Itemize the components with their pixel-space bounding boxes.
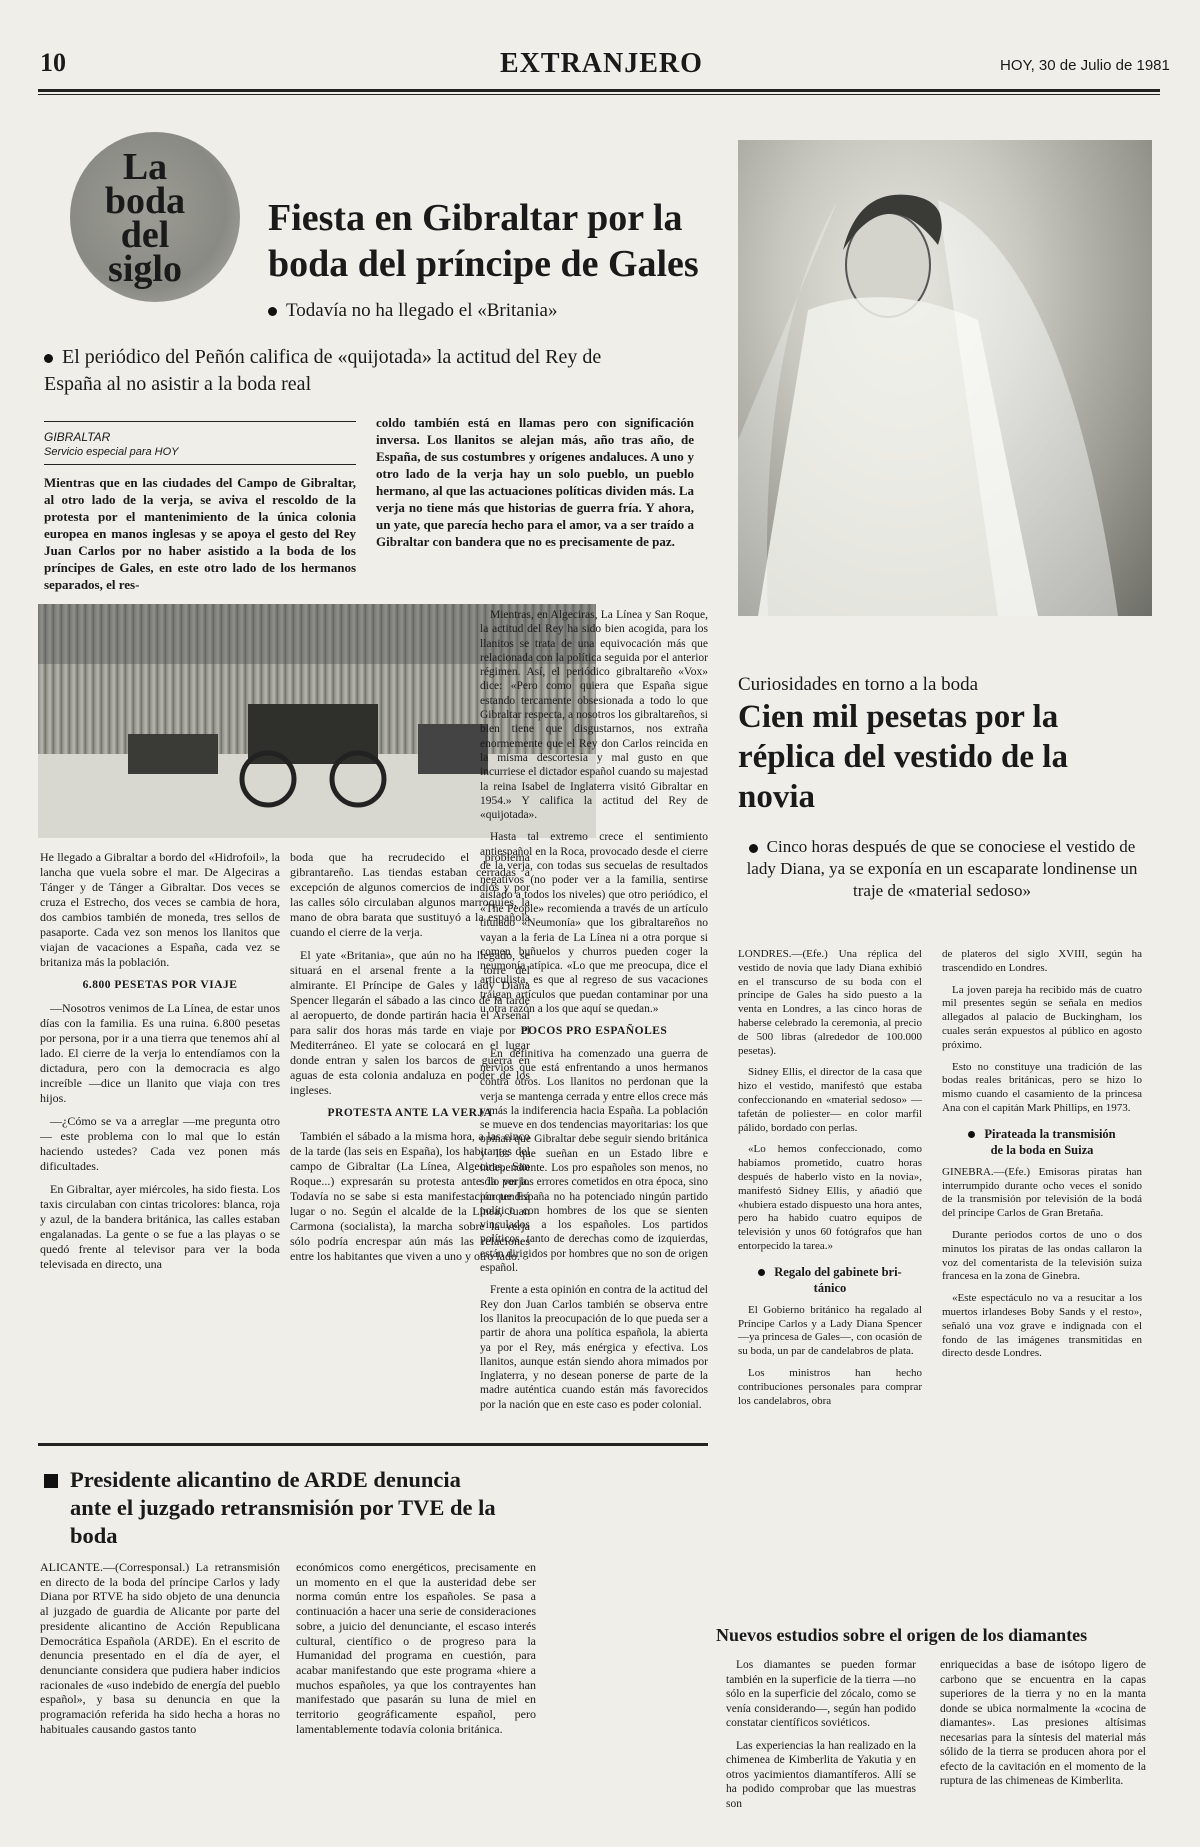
- byline-location: GIBRALTAR: [44, 430, 111, 444]
- diamantes-headline: Nuevos estudios sobre el origen de los diamantes: [716, 1625, 1088, 1645]
- lead-right: coldo también está en llamas pero con significación inversa. Los llanitos se alejan más, año tras año, de España, de sus costumbres y orígenes andaluces. A uno y otro lado de la verja hay un solo pueblo, un pueblo hermano, al que las actuaciones políticas dividen más. La verja no tiene más que historias de guerra fría. Y ahora, un yate, que parecía hecho para el amor, va a ser traído a Gibraltar con bandera que no es precisamente de paz.: [376, 415, 694, 549]
- c2-p2: El yate «Britania», que aún no ha llegado, se situará en el arsenal frente a la torre del almirante. El Príncipe de Gales y lady Diana Spencer llegarán el sábado a las cinco de la tarde al aeropuerto, de donde partirán hacia el Arsenal para salir dos horas más tarde en viaje por el Mediterráneo. El yate se colocará en el lugar donde entran y salen los barcos de guerra en aguas de esta colonia andaluza en poder de los ingleses.: [290, 948, 530, 1097]
- dateline: HOY, 30 de Julio de 1981: [1000, 57, 1170, 74]
- curiosidades-headline-2: réplica del vestido de la: [738, 739, 1068, 775]
- alicante-p2: económicos como energéticos, precisamente en un momento en el que la austeridad debe ser norma común entre los españoles. Se pasa a continuación a hacer una serie de consideraciones sobre, a juicio del denunciante, el escaso interés cultural, científico o de progreso para la Humanidad del programa en cuestión, para acabar manifestando que este programa «hiere a muchos españoles, ya que los contrayentes han manifestado que pasarán su luna de miel en territorio geográficamente español, pero lamentablemente todavía colonia británica.: [296, 1560, 536, 1736]
- lead-left: Mientras que en las ciudades del Campo de Gibraltar, al otro lado de la verja, se aviva el rescoldo de la protesta por el mantenimiento de la única colonia europea en manos inglesas y se apoya el gesto del Rey Juan Carlos por no haber asistido a la boda de los príncipes de Gales, en este otro lado de los hermanos separados, el res-: [44, 475, 356, 592]
- main-subhead-1: Todavía no ha llegado el «Britania»: [268, 300, 557, 322]
- bride-photo: [738, 140, 1152, 616]
- section-title: EXTRANJERO: [500, 48, 703, 79]
- bullet-icon: [268, 307, 277, 316]
- c1-subhead: 6.800 PESETAS POR VIAJE: [82, 979, 238, 991]
- regalo-title: Regalo del gabinete bri- tánico: [738, 1264, 922, 1296]
- cur-r1: de plateros del siglo XVIII, según ha trascendido en Londres.: [942, 948, 1142, 974]
- badge-line-1: La: [122, 146, 168, 188]
- bullet-icon: [968, 1131, 975, 1138]
- bullet-icon: [44, 354, 53, 363]
- diamantes-col-right: [940, 1658, 1146, 1797]
- byline-service: Servicio especial para HOY: [44, 446, 179, 458]
- alicante-headline-1: Presidente alicantino de ARDE denuncia: [70, 1467, 461, 1492]
- cur-r3: Esto no constituye una tradición de las bodas reales británicas, pero se hizo lo mismo cuando el casamiento de la princesa Ana con el capitán Mark Phillips, en 1973.: [942, 1060, 1142, 1114]
- cur-r4: GINEBRA.—(Efe.) Emisoras piratas han interrumpido durante ocho veces el sonido de la transmisión por televisión de la bodá del príncipe Carlos de Gran Bretaña.: [942, 1165, 1142, 1220]
- curiosidades-col-right: [942, 948, 1142, 1369]
- bride-silhouette: [738, 140, 1152, 616]
- cur-r2: La joven pareja ha recibido más de cuatro mil presentes según se señala en medios allegados al palacio de Buckingham, los cuales serán expuestos al público en agosto próximo.: [942, 983, 1142, 1051]
- curiosidades-headline-1: Cien mil pesetas por la: [738, 699, 1059, 735]
- alicante-headline-3: boda: [70, 1523, 118, 1548]
- boda-del-siglo-badge: [70, 132, 240, 302]
- c3-p1: Mientras, en Algeciras, La Línea y San Roque, la actitud del Rey ha sido bien acogida, para los llanitos se trata de una equivocación más que relacionada con la política seguida por el anterior régimen. Así, el periódico gibraltareño «Vox» dice: «Pero como quiera que España sigue estando tercamente obsesionada a todo lo que Gibraltar respecta, a nosotros los gibraltareños, si bien tiene que disgustarnos, nos extraña enormemente que el Rey don Carlos reincida en la misma descortesía y mal gusto en que incurriese el dictador español cuando su majestad la reina Isabel de Inglaterra visitó Gibraltar en 1954.» Y califica la actitud del Rey de «quijotada».: [480, 609, 709, 822]
- article-col-1: [40, 850, 280, 1280]
- curiosidades-col-left: [738, 948, 922, 1416]
- c2-p3: También el sábado a la misma hora, a las cinco de la tarde (las seis en España), los habitantes del campo de Gibraltar (La Línea, Algeciras, San Roque...) expresarán su protesta ante la verja. Todavía no se sabe si esta manifestación tendrá lugar o no. Según el alcalde de la Línea, Juan Carmona (socialista), la marcha sobre la verja sólo podría encrespar aún más las relaciones entre los habitantes que viven a uno y otro lado.: [290, 1129, 530, 1263]
- c2-p1: boda que ha recrudecido el problema gibrantareño. Las tiendas estaban cerradas a excepción de algunos comercios de indios y por las calles sólo circulaban algunos marroquíes, la mano de obra barata que sustituyó a la española cuando el cierre de la verja.: [290, 850, 530, 939]
- c1-p1: He llegado a Gibraltar a bordo del «Hidrofoil», la lancha que vuela sobre el mar. De Algeciras a Tánger y de Tánger a Gibraltar. Dos veces se cruza el Estrecho, dos veces se cambia de hora, dos cambios también de moneda, tres sellos de pasaporte. Cada vez son menos los llanitos que viajan de vacaciones a España, cada vez se britaniza más la población.: [40, 850, 280, 969]
- badge-line-4: siglo: [108, 248, 182, 290]
- c3-subhead: POCOS PRO ESPAÑOLES: [520, 1025, 668, 1038]
- article-col-3: [480, 608, 708, 1420]
- alicante-square-icon: [44, 1474, 58, 1488]
- cur-r5: Durante periodos cortos de uno o dos minutos los piratas de las ondas callaron la voz del comentarista de la televisión suiza francesa en la zona de Ginebra.: [942, 1228, 1142, 1283]
- c3-p3: En definitiva ha comenzado una guerra de nervios que está enfrentando a unos hermanos contra otros. Los llanitos no perdonan que la verja se mantenga cerrada y entre ellos crece más y más la indiferencia hacia España. La población se mueve en dos tendencias mayoritarias: los que opinan que Gibraltar debe seguir siendo británica y los que sueñan en un Estado libre e independiente. Los pro españoles son menos, no sólo por los errores cometidos en otra época, sino porque España no ha potenciado ningún partido político con hombres de los que se sienten vinculados a los españoles. Los partidos políticos, tanto de derechas como de izquierdas, están dirigidos por hombres que no son de origen español.: [480, 1047, 708, 1275]
- badge-line-2: boda: [104, 180, 186, 222]
- bullet-icon: [749, 844, 758, 853]
- pirata-title: Pirateada la transmisión de la boda en Suiza: [942, 1126, 1142, 1158]
- diamantes-p1: Los diamantes se pueden formar también en la superficie de la tierra —no sólo en la superficie del zócalo, como se venía considerando—, según han podido constatar científicos soviéticos.: [726, 1659, 916, 1729]
- c1-p3: —¿Cómo se va a arreglar —me pregunta otro— este problema con lo mal que lo están haciendo ustedes? Cada vez ponen más dificultades.: [40, 1114, 280, 1173]
- alicante-headline-2: ante el juzgado retransmisión por TVE de la: [70, 1495, 496, 1520]
- cur-l5: Los ministros han hecho contribuciones personales para comprar los candelabros, obra: [738, 1366, 922, 1407]
- curiosidades-deck: Cinco horas después de que se conociese el vestido de lady Diana, ya se exponía en un escaparate londinense un traje de «material sedoso»: [746, 837, 1138, 900]
- cur-l1: LONDRES.—(Efe.) Una réplica del vestido de novia que lady Diana exhibió en el transcurso de su boda con el príncipe de Gales ha sido puesto a la venta en Londres, a las cinco horas de haberse celebrado la ceremonia, al precio de 500 libras (alrededor de 100.000 pesetas).: [738, 948, 922, 1057]
- main-headline-2: boda del príncipe de Gales: [268, 243, 699, 285]
- c3-p4: Frente a esta opinión en contra de la actitud del Rey don Juan Carlos también se observa entre los llanitos la preocupación de lo que pueda ser a partir de ahora una política española, la abierta ya por el Rey, más enérgica y efectiva. Los llanitos, aunque están siendo ahora mimados por Inglaterra, y no desean ponerse de parte de la madre auténtica cuando están más favorecidos por la nación que en este caso es poder colonial.: [480, 1284, 708, 1411]
- alicante-rule: [38, 1443, 708, 1446]
- c1-p4: En Gibraltar, ayer miércoles, ha sido fiesta. Los taxis circulaban con cintas tricolores: blanca, roja y azul, de la bandera británica, las calles estaban engalanadas. La gente o se fue a las playas o se quedó frente al televisor para ver la boda televisada en directo, una: [40, 1182, 280, 1271]
- cur-l3: «Lo hemos confeccionado, como habíamos prometido, cuatro horas después de haberlo visto en la novia», manifestó Sidney Ellis, y añadió que «hubiera estado dispuesto una hora antes, pero ha habido cuatro equipos de televisión y unos 60 fotógrafos que han entorpecido la tarea.»: [738, 1143, 922, 1252]
- cur-l2: Sidney Ellis, el director de la casa que hizo el vestido, manifestó que estaba confeccionando en «material sedoso» —tafetán de poliester— en color marfil pálido, bordado con perlas.: [738, 1066, 922, 1134]
- header-rule-thin: [38, 94, 1160, 95]
- page-number: 10: [40, 48, 66, 77]
- cur-r6: «Este espectáculo no va a resucitar a los muertos irlandeses Boby Sands y el resto», señaló una voz grave e indignada con el fondo de las imágenes transmitidas en directo desde Londres.: [942, 1292, 1142, 1360]
- badge-line-3: del: [120, 214, 170, 256]
- cur-l4: El Gobierno británico ha regalado al Príncipe Carlos y a Lady Diana Spencer —ya princesa de Gales—, con ocasión de su boda, un par de candelabros de plata.: [738, 1303, 922, 1358]
- c2-subhead: PROTESTA ANTE LA VERJA: [327, 1107, 493, 1119]
- bullet-icon: [758, 1269, 765, 1276]
- alicante-col-1: [40, 1560, 280, 1744]
- alicante-p1: ALICANTE.—(Corresponsal.) La retransmisión en directo de la boda del príncipe Carlos y lady Diana por RTVE ha sido objeto de una denuncia al juzgado de guardia de Alicante por parte del presidente alicantino de Acción Republicana Democrática Española (ARDE). En el escrito de denuncia presentado en el día de ayer, el denunciante considera que pudiera haber indicios racionales de «uso indebido de energía del pueblo español», y basa su denuncia en que la programación referida ha sido hecha a horas no habituales causando gastos tanto: [40, 1560, 280, 1736]
- diamantes-p3: enriquecidas a base de isótopo ligero de carbono que se encuentra en la capas superiores de la tierra y no en la manta donde se ubica normalmente la «cocina de diamantes». Las presiones altísimas necesarias para la síntesis del material más sólido de la tierra se producen ahora por el efecto de la cavitación en el momento de la ruptura de las chimeneas de Kimberlita.: [940, 1659, 1146, 1787]
- c3-p2: Hasta tal extremo crece el sentimiento antiespañol en la Roca, provocado desde el cierre de la verja, con todas sus secuelas de resultados negativos (no poder ver a la familia, sentirse aislado a todos los niveles) que otro periódico, el «The People» recomienda a través de un artículo titulado «Neumonía» que los gibraltareños no vayan a la feria de La Línea ni a otra porque si comen buñuelos y churros pueden coger la neumonía atípica. «Lo que me preocupa, dice el articulista, es que al regreso de sus vacaciones traigan artículos que puedan contaminar por una u otra razón a los que aquí se quedan.»: [480, 831, 708, 1016]
- byline-rule: [44, 421, 356, 422]
- alicante-col-2: [296, 1560, 536, 1744]
- curiosidades-kicker: Curiosidades en torno a la boda: [738, 674, 979, 695]
- byline-rule-2: [44, 464, 356, 465]
- c1-p2: —Nosotros venimos de La Línea, de estar unos días con la familia. Es una ruina. 6.800 pesetas por persona, por ir a una tierra que tenemos ahí al lado. El cierre de la verja lo entendíamos con la dictadura, pero con la democracia es algo increíble —dice un llanito que viaja con tres hijos.: [40, 1001, 280, 1105]
- diamantes-p2: Las experiencias la han realizado en la chimenea de Kimberlita de Yakutia y en otros yacimientos diamantíferos. Allí se ha podido comprobar que las muestras son: [726, 1739, 916, 1810]
- main-headline-1: Fiesta en Gibraltar por la: [268, 197, 683, 239]
- diamantes-col-left: [726, 1658, 916, 1819]
- curiosidades-headline-3: novia: [738, 779, 816, 815]
- header-rule: [38, 89, 1160, 92]
- main-subhead-2: El periódico del Peñón califica de «quijotada» la actitud del Rey de España al no asistir a la boda real: [44, 346, 602, 395]
